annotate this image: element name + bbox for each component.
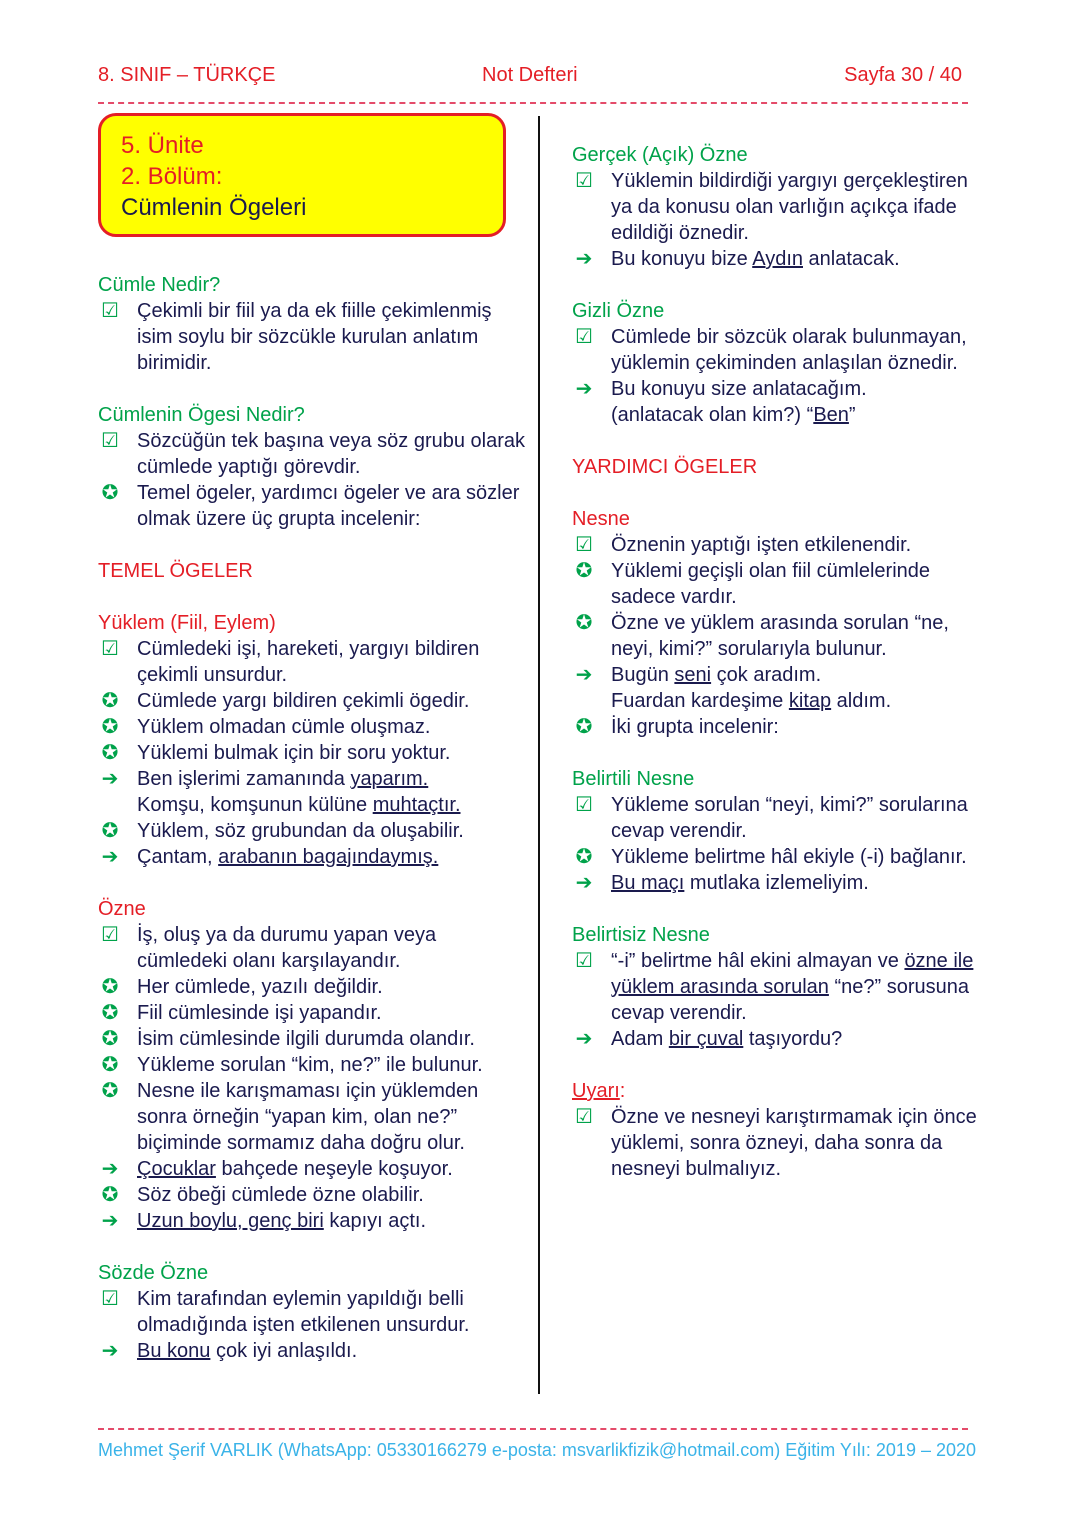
list-item: ✪ Yükleme belirtme hâl ekiyle (-i) bağlanır. [572,844,992,870]
list-item: ☑ Sözcüğün tek başına veya söz grubu olarak cümlede yaptığı görevdir. [98,428,528,480]
star-icon: ✪ [101,1002,119,1024]
example-item: ➔ Adam bir çuval taşıyordu? [572,1026,992,1052]
list-item: ☑ Çekimli bir fiil ya da ek fiille çekimlenmiş isim soylu bir sözcükle kurulan anlatım birimidir. [98,298,528,376]
right-column [572,142,992,1182]
arrow-icon: ➔ [101,1210,119,1232]
list-item: ✪ Yüklem, söz grubundan da oluşabilir. [98,818,528,844]
list-item: ✪ İsim cümlesinde ilgili durumda olandır. [98,1026,528,1052]
heading-yardimci-ogeler: YARDIMCI ÖGELER [572,456,758,478]
page-header [98,64,968,94]
star-icon: ✪ [101,1184,119,1206]
star-icon: ✪ [101,1054,119,1076]
star-icon: ✪ [101,716,119,738]
section-title: Cümlenin Ögeleri [121,194,307,221]
footer-divider [98,1428,968,1430]
heading-uyari: Uyarı: [572,1080,626,1102]
arrow-icon: ➔ [101,846,119,868]
list-item: ☑ “-i” belirtme hâl ekini almayan ve özne ile yüklem arasında sorulan “ne?” sorusuna cevap verendir. [572,948,992,1026]
example-item: ➔ Bu maçı mutlaka izlemeliyim. [572,870,992,896]
star-icon: ✪ [101,1028,119,1050]
arrow-icon: ➔ [575,664,593,686]
arrow-icon: ➔ [575,872,593,894]
list-item: ☑ İş, oluş ya da durumu yapan veya cümledeki olanı karşılayandır. [98,922,528,974]
heading-gercek-ozne: Gerçek (Açık) Özne [572,144,748,166]
list-item: ☑ Yükleme sorulan “neyi, kimi?” sorularına cevap verendir. [572,792,992,844]
list-item: ☑ Kim tarafından eylemin yapıldığı belli olmadığında işten etkilenen unsurdur. [98,1286,528,1338]
arrow-icon: ➔ [575,1028,593,1050]
example-item: ➔ Uzun boylu, genç biri kapıyı açtı. [98,1208,528,1234]
header-page-number: Sayfa 30 / 40 [844,64,962,86]
unit-number: 5. Ünite [121,132,204,159]
heading-gizli-ozne: Gizli Özne [572,300,665,322]
list-item: ☑ Yüklemin bildirdiği yargıyı gerçekleştiren ya da konusu olan varlığın açıkça ifade edildiği öznedir. [572,168,992,246]
check-icon: ☑ [101,924,119,946]
heading-sozde-ozne: Sözde Özne [98,1262,209,1284]
star-icon: ✪ [101,976,119,998]
list-item: ✪ Özne ve yüklem arasında sorulan “ne, neyi, kimi?” sorularıyla bulunur. [572,610,992,662]
example-item: ➔ Çantam, arabanın bagajındaymış. [98,844,528,870]
arrow-icon: ➔ [101,1158,119,1180]
star-icon: ✪ [575,846,593,868]
header-notebook-title: Not Defteri [482,64,578,86]
star-icon: ✪ [575,612,593,634]
check-icon: ☑ [575,170,593,192]
heading-ozne: Özne [98,898,146,920]
list-item: ✪ Yükleme sorulan “kim, ne?” ile bulunur. [98,1052,528,1078]
list-item: ✪ Yüklem olmadan cümle oluşmaz. [98,714,528,740]
example-item: ➔ Bu konuyu bize Aydın anlatacak. [572,246,992,272]
footer-author-info: Mehmet Şerif VARLIK (WhatsApp: 05330166279 e-posta: msvarlikfizik@hotmail.com) Eğitim Yılı: 2019 – 2020 [98,1440,977,1460]
list-item: ✪ Cümlede yargı bildiren çekimli ögedir. [98,688,528,714]
arrow-icon: ➔ [575,248,593,270]
list-item: ✪ Yüklemi geçişli olan fiil cümlelerinde sadece vardır. [572,558,992,610]
list-item: ☑ Özne ve nesneyi karıştırmamak için önce yüklemi, sonra özneyi, daha sonra da nesneyi bulmalıyız. [572,1104,992,1182]
example-item: ➔ Çocuklar bahçede neşeyle koşuyor. [98,1156,528,1182]
example-item: ➔ Bu konuyu size anlatacağım. (anlatacak olan kim?) “Ben” [572,376,992,428]
check-icon: ☑ [575,534,593,556]
list-item: ✪ Temel ögeler, yardımcı ögeler ve ara sözler olmak üzere üç grupta incelenir: [98,480,528,532]
star-icon: ✪ [575,716,593,738]
star-icon: ✪ [101,820,119,842]
header-divider [98,102,968,104]
star-icon: ✪ [101,1080,119,1102]
check-icon: ☑ [575,950,593,972]
list-item: ✪ Her cümlede, yazılı değildir. [98,974,528,1000]
list-item: ☑ Öznenin yaptığı işten etkilenendir. [572,532,992,558]
check-icon: ☑ [101,1288,119,1310]
column-divider [538,116,540,1394]
arrow-icon: ➔ [101,1340,119,1362]
heading-nesne: Nesne [572,508,630,530]
check-icon: ☑ [101,430,119,452]
heading-temel-ogeler: TEMEL ÖGELER [98,560,253,582]
star-icon: ✪ [101,742,119,764]
heading-belirtisiz-nesne: Belirtisiz Nesne [572,924,710,946]
example-item: ➔ Ben işlerimi zamanında yaparım. Komşu, komşunun külüne muhtaçtır. [98,766,528,818]
example-item: ➔ Bu konu çok iyi anlaşıldı. [98,1338,528,1364]
check-icon: ☑ [575,1106,593,1128]
list-item: ✪ Yüklemi bulmak için bir soru yoktur. [98,740,528,766]
list-item: ☑ Cümlede bir sözcük olarak bulunmayan, yüklemin çekiminden anlaşılan öznedir. [572,324,992,376]
left-column [98,272,528,1364]
check-icon: ☑ [101,300,119,322]
list-item: ✪ İki grupta incelenir: [572,714,992,740]
heading-yuklem: Yüklem (Fiil, Eylem) [98,612,276,634]
header-grade-subject: 8. SINIF – TÜRKÇE [98,64,276,86]
heading-belirtili-nesne: Belirtili Nesne [572,768,695,790]
arrow-icon: ➔ [575,378,593,400]
list-item: ✪ Söz öbeği cümlede özne olabilir. [98,1182,528,1208]
check-icon: ☑ [101,638,119,660]
star-icon: ✪ [575,560,593,582]
list-item: ☑ Cümledeki işi, hareketi, yargıyı bildiren çekimli unsurdur. [98,636,528,688]
star-icon: ✪ [101,482,119,504]
heading-cumle-nedir: Cümle Nedir? [98,274,221,296]
list-item: ✪ Nesne ile karışmaması için yüklemden sonra örneğin “yapan kim, olan ne?” biçiminde sormamız daha doğru olur. [98,1078,528,1156]
check-icon: ☑ [575,326,593,348]
check-icon: ☑ [575,794,593,816]
list-item: ✪ Fiil cümlesinde işi yapandır. [98,1000,528,1026]
star-icon: ✪ [101,690,119,712]
example-item: ➔ Bugün seni çok aradım. Fuardan kardeşime kitap aldım. [572,662,992,714]
heading-ogesi-nedir: Cümlenin Ögesi Nedir? [98,404,305,426]
section-number: 2. Bölüm: [121,163,223,190]
unit-title-box [98,113,506,237]
arrow-icon: ➔ [101,768,119,790]
